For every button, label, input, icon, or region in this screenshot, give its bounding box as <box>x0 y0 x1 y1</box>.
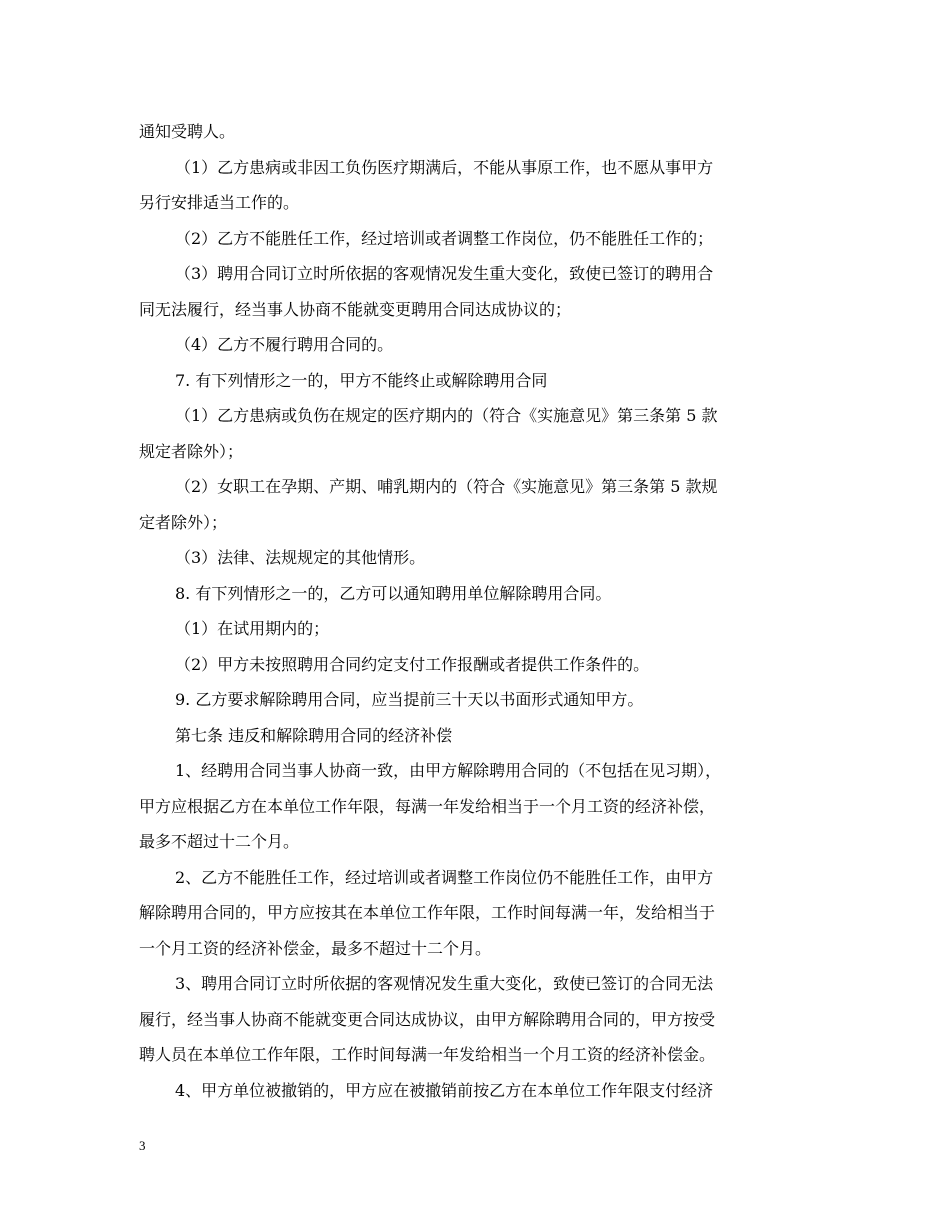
text-line: 同无法履行，经当事人协商不能就变更聘用合同达成协议的； <box>139 299 572 319</box>
text-line: 1、经聘用合同当事人协商一致，由甲方解除聘用合同的（不包括在见习期）， <box>175 761 722 780</box>
text-line: 8. 有下列情形之一的，乙方可以通知聘用单位解除聘用合同。 <box>175 583 612 603</box>
text-line: （2）甲方未按照聘用合同约定支付工作报酬或者提供工作条件的。 <box>175 654 650 674</box>
text-line: 履行，经当事人协商不能就变更合同达成协议，由甲方解除聘用合同的，甲方按受 <box>139 1009 716 1029</box>
text-line: 一个月工资的经济补偿金，最多不超过十二个月。 <box>139 938 492 958</box>
text-line: 定者除外）； <box>139 512 228 532</box>
text-line: 4、甲方单位被撤销的，甲方应在被撤销前按乙方在本单位工作年限支付经济 <box>175 1080 714 1100</box>
text-line: （1）乙方患病或负伤在规定的医疗期内的（符合《实施意见》第三条第 5 款 <box>175 406 718 425</box>
text-line: （2）乙方不能胜任工作，经过培训或者调整工作岗位，仍不能胜任工作的； <box>175 228 714 248</box>
text-line: 第七条 违反和解除聘用合同的经济补偿 <box>175 725 453 745</box>
text-line: 2、乙方不能胜任工作，经过培训或者调整工作岗位仍不能胜任工作，由甲方 <box>175 867 714 887</box>
text-line: 9. 乙方要求解除聘用合同，应当提前三十天以书面形式通知甲方。 <box>175 690 644 709</box>
text-line: 另行安排适当工作的。 <box>139 193 300 212</box>
text-line: （3）聘用合同订立时所依据的客观情况发生重大变化，致使已签订的聘用合 <box>175 264 714 283</box>
page-number: 3 <box>139 1138 146 1153</box>
text-line: 解除聘用合同的，甲方应按其在本单位工作年限，工作时间每满一年，发给相当于 <box>139 903 716 922</box>
text-line: （4）乙方不履行聘用合同的。 <box>175 335 394 354</box>
text-line: 聘人员在本单位工作年限，工作时间每满一年发给相当一个月工资的经济补偿金。 <box>139 1045 716 1064</box>
text-line: （1）在试用期内的； <box>175 619 330 638</box>
text-line: （1）乙方患病或非因工负伤医疗期满后，不能从事原工作，也不愿从事甲方 <box>175 157 714 177</box>
text-line: 甲方应根据乙方在本单位工作年限，每满一年发给相当于一个月工资的经济补偿， <box>139 796 716 816</box>
text-line: （2）女职工在孕期、产期、哺乳期内的（符合《实施意见》第三条第 5 款规 <box>175 477 718 496</box>
text-line: （3）法律、法规规定的其他情形。 <box>175 548 426 567</box>
text-line: 通知受聘人。 <box>139 122 236 141</box>
text-line: 7. 有下列情形之一的，甲方不能终止或解除聘用合同 <box>175 370 548 390</box>
text-line: 最多不超过十二个月。 <box>139 832 300 851</box>
document-body <box>139 114 815 1108</box>
text-line: 3、聘用合同订立时所依据的客观情况发生重大变化，致使已签订的合同无法 <box>175 974 714 993</box>
text-line: 规定者除外）； <box>139 441 244 461</box>
